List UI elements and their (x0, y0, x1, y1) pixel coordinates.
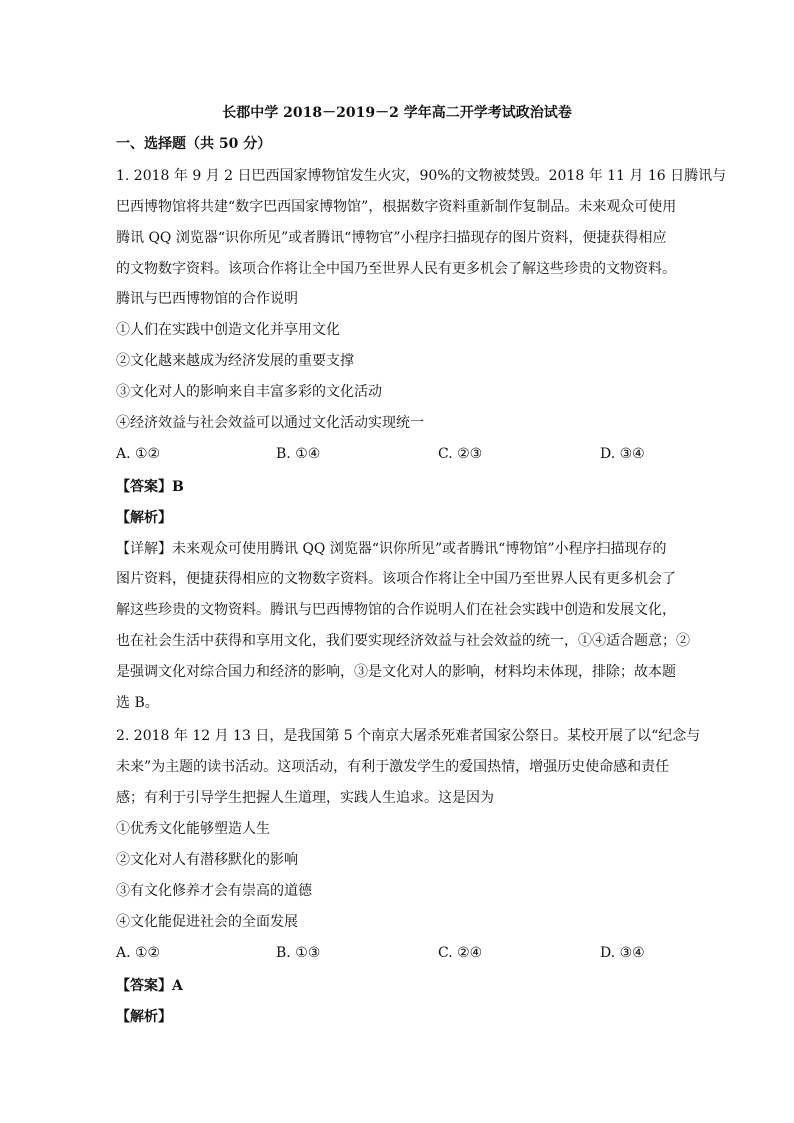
q1-answer: 【答案】B (116, 479, 184, 495)
q1-stem-line: 腾讯 QQ 浏览器“识你所见”或者腾讯“博物官”小程序扫描现存的图片资料，便捷获得相应 (116, 230, 667, 246)
q1-item: ①人们在实践中创造文化并享用文化 (116, 322, 340, 338)
q2-stem-line: 未来”为主题的读书活动。这项活动，有利于激发学生的爱国热情，增强历史使命感和责任 (116, 759, 670, 775)
q1-stem-line: 巴西博物馆将共建“数字巴西国家博物馆”，根据数字资料重新制作复制品。未来观众可使用 (116, 199, 677, 215)
q1-options (116, 446, 686, 466)
q2-options (116, 945, 686, 965)
section-heading: 一、选择题（共 50 分） (116, 136, 272, 152)
q2-stem-line: 感；有利于引导学生把握人生道理，实践人生追求。这是因为 (116, 790, 494, 806)
q1-stem-line: 1. 2018 年 9 月 2 日巴西国家博物馆发生火灾，90%的文物被焚毁。2018 年 11 月 16 日腾讯与 (116, 168, 727, 184)
q1-analysis-line: 选 B。 (116, 695, 159, 711)
q2-item: ②文化对人有潜移默化的影响 (116, 852, 298, 868)
q1-option-c: C. ②③ (438, 446, 483, 462)
q2-option-b: B. ①③ (276, 945, 321, 961)
q1-item: ④经济效益与社会效益可以通过文化活动实现统一 (116, 415, 424, 431)
q1-analysis-line: 也在社会生活中获得和享用文化，我们要实现经济效益与社会效益的统一，①④适合题意；② (116, 633, 690, 649)
q1-analysis-line: 是强调文化对综合国力和经济的影响，③是文化对人的影响，材料均未体现，排除；故本题 (116, 664, 676, 680)
q2-item: ①优秀文化能够塑造人生 (116, 821, 270, 837)
q2-answer: 【答案】A (116, 978, 183, 994)
q2-item: ③有文化修养才会有崇高的道德 (116, 883, 312, 899)
q1-stem-line: 腾讯与巴西博物馆的合作说明 (116, 291, 298, 307)
q1-option-a: A. ①② (116, 446, 161, 462)
q1-analysis-line: 【详解】未来观众可使用腾讯 QQ 浏览器“识你所见”或者腾讯“博物馆”小程序扫描现存的 (116, 541, 667, 557)
q2-analysis-label: 【解析】 (116, 1009, 172, 1025)
q2-option-d: D. ③④ (600, 945, 645, 961)
q1-analysis-label: 【解析】 (116, 510, 172, 526)
q2-item: ④文化能促进社会的全面发展 (116, 914, 298, 930)
q1-item: ②文化越来越成为经济发展的重要支撑 (116, 353, 354, 369)
q1-analysis-line: 图片资料，便捷获得相应的文物数字资料。该项合作将让全中国乃至世界人民有更多机会了 (116, 571, 676, 587)
exam-title: 长郡中学 2018－2019－2 学年高二开学考试政治试卷 (222, 105, 572, 121)
q1-item: ③文化对人的影响来自丰富多彩的文化活动 (116, 384, 382, 400)
q2-stem-line: 2. 2018 年 12 月 13 日，是我国第 5 个南京大屠杀死难者国家公祭日。某校开展了以“纪念与 (116, 728, 701, 744)
q1-option-d: D. ③④ (600, 446, 645, 462)
q2-option-c: C. ②④ (438, 945, 483, 961)
q1-option-b: B. ①④ (276, 446, 321, 462)
q1-stem-line: 的文物数字资料。该项合作将让全中国乃至世界人民有更多机会了解这些珍贵的文物资料。 (116, 261, 676, 277)
q1-analysis-line: 解这些珍贵的文物资料。腾讯与巴西博物馆的合作说明人们在社会实践中创造和发展文化， (116, 602, 676, 618)
q2-option-a: A. ①② (116, 945, 161, 961)
